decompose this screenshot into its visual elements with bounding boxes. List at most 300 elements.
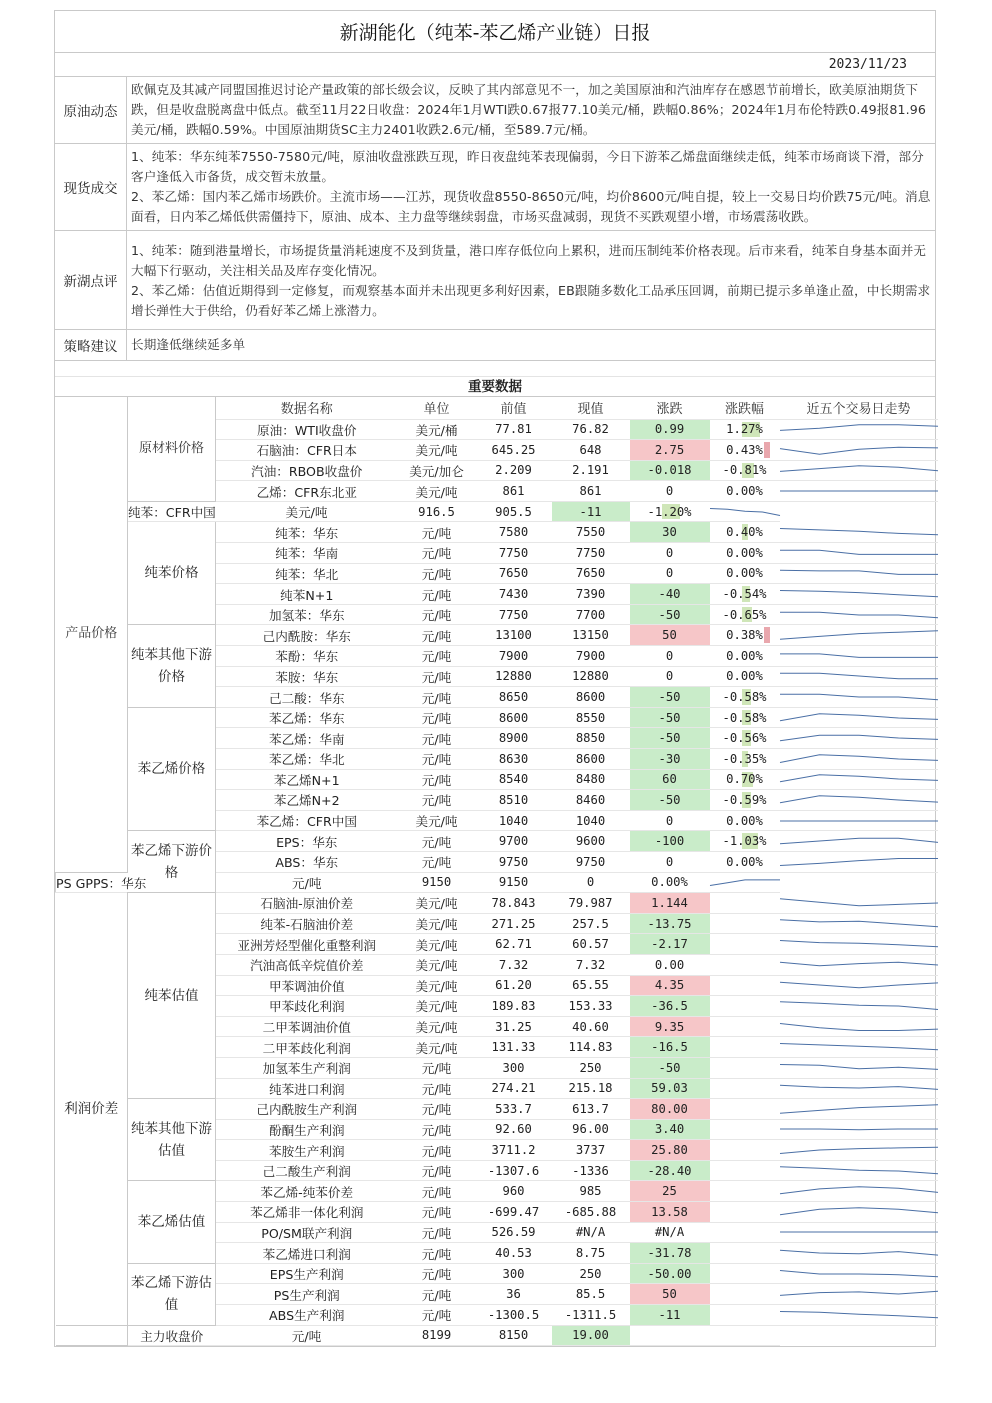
row-trend-sparkline [780, 1037, 938, 1058]
row-change: 4.35 [630, 975, 710, 996]
row-unit: 元/吨 [398, 1222, 476, 1243]
row-name: PO/SM联产利润 [216, 1222, 398, 1243]
row-trend-sparkline [780, 543, 938, 564]
row-change: 1.144 [630, 893, 710, 914]
change-pct-text: -0.81% [722, 463, 767, 478]
row-current-value: 985 [552, 1181, 630, 1202]
row-prev-value: 300 [476, 1263, 552, 1284]
row-prev-value: -699.47 [476, 1202, 552, 1223]
row-change-pct [710, 810, 780, 831]
change-pct-text: -0.58% [722, 690, 767, 705]
row-change-pct [630, 872, 710, 893]
row-change-pct [710, 584, 780, 605]
change-pct-text: 0.00% [726, 566, 763, 581]
row-current-value: 7700 [552, 604, 630, 625]
sparkline-path [780, 1311, 938, 1317]
sparkline-path [780, 796, 938, 803]
row-name: 纯苯进口利润 [216, 1078, 398, 1099]
change-pct-bar [764, 627, 770, 643]
sparkline-path [780, 941, 938, 947]
row-trend-sparkline [780, 1119, 938, 1140]
change-pct-text: 1.27% [726, 422, 763, 437]
row-change: -100 [630, 831, 710, 852]
row-prev-value: 9750 [476, 851, 552, 872]
row-prev-value: 960 [476, 1181, 552, 1202]
row-change: 0.00 [630, 954, 710, 975]
table-row [56, 1325, 938, 1346]
row-change-pct [710, 481, 780, 502]
change-pct-text: 0.00% [726, 648, 763, 663]
row-current-value: 250 [552, 1057, 630, 1078]
row-current-value: 8460 [552, 790, 630, 811]
row-prev-value: 7650 [476, 563, 552, 584]
group-bz-val: 纯苯估值 [128, 893, 216, 1099]
row-unit: 元/吨 [398, 543, 476, 564]
row-unit: 元/吨 [398, 522, 476, 543]
sparkline-path [780, 1270, 938, 1276]
table-row [56, 1181, 938, 1202]
change-pct-text: 0.00% [726, 545, 763, 560]
row-current-value: 65.55 [552, 975, 630, 996]
spacer-row [55, 361, 935, 377]
row-change: -50 [630, 790, 710, 811]
sparkline-path [780, 775, 938, 782]
row-prev-value: 271.25 [476, 913, 552, 934]
row-change-pct [710, 1284, 780, 1305]
row-change-pct [710, 625, 780, 646]
row-change: 0 [630, 851, 710, 872]
row-prev-value: 40.53 [476, 1243, 552, 1264]
row-unit: 美元/吨 [398, 893, 476, 914]
sparkline-path [780, 899, 938, 906]
group-sm-val: 苯乙烯估值 [128, 1181, 216, 1263]
row-current-value: 85.5 [552, 1284, 630, 1305]
row-trend-sparkline [780, 419, 938, 440]
row-change-pct [710, 1016, 780, 1037]
row-change-pct [710, 1222, 780, 1243]
row-prev-value: 9700 [476, 831, 552, 852]
table-row [56, 893, 938, 914]
row-current-value: 2.191 [552, 460, 630, 481]
row-name: 己内酰胺：华东 [216, 625, 398, 646]
row-change-pct [710, 522, 780, 543]
comment-styrene-text: 2、苯乙烯：估值近期得到一定修复，而观察基本面并未出现更多利好因素，EB跟随多数化工品承压回调，前期已提示多单逢止盈，中长期需求增长弹性大于供给，仍看好苯乙烯上涨潜力。 [131, 283, 931, 318]
sparkline-path [780, 1166, 938, 1173]
sparkline-path [780, 713, 938, 720]
row-current-value: 60.57 [552, 934, 630, 955]
group-sm-down: 苯乙烯下游价格 [128, 831, 216, 893]
row-current-value: -1311.5 [552, 1305, 630, 1326]
crude-text: 欧佩克及其减产同盟国推迟讨论产量政策的部长级会议，反映了其内部意见不一，加之美国原油和汽油库存在感恩节前增长，欧美原油期货下跌，但是收盘脱离盘中低点。截至11月22日收盘：2024年1月WTI跌0.67报77.10美元/桶，跌幅0.86%；2024年1月布伦特跌0.49报81.96美元/桶，跌幅0.59%。中国原油期货SC主力2401收跌2.6元/桶，至589.7元/桶。 [131, 82, 926, 137]
group-sm-down-val: 苯乙烯下游估值 [128, 1263, 216, 1325]
row-change-pct [710, 1263, 780, 1284]
row-change: -13.75 [630, 913, 710, 934]
comment-benzene-text: 1、纯苯：随到港量增长，市场提货量消耗速度不及到货量，港口库存低位向上累积，进而压制纯苯价格表现。后市来看，纯苯自身基本面并无大幅下行驱动，关注相关品及库存变化情况。 [131, 243, 927, 278]
row-change-pct [710, 666, 780, 687]
sparkline-path [710, 508, 780, 515]
row-change: -2.17 [630, 934, 710, 955]
row-current-value: 9600 [552, 831, 630, 852]
sparkline-path [780, 529, 938, 535]
row-prev-value: 861 [476, 481, 552, 502]
row-trend-sparkline [780, 666, 938, 687]
crude-label: 原油动态 [55, 77, 127, 143]
row-change-pct [710, 1078, 780, 1099]
row-name: 纯苯：华东 [216, 522, 398, 543]
row-change: 0 [630, 646, 710, 667]
row-name: 苯乙烯N+1 [216, 769, 398, 790]
spot-benzene-text: 1、纯苯：华东纯苯7550-7580元/吨，原油收盘涨跌互现，昨日夜盘纯苯表现偏弱，今日下游苯乙烯盘面继续走低，纯苯市场商谈下滑，部分客户逢低入市备货，成交暂未放量。 [131, 149, 924, 184]
row-name: 苯胺：华东 [216, 666, 398, 687]
row-current-value: 215.18 [552, 1078, 630, 1099]
row-current-value: 250 [552, 1263, 630, 1284]
row-change-pct [710, 1181, 780, 1202]
change-pct-text: 0.00% [726, 813, 763, 828]
row-trend-sparkline [780, 604, 938, 625]
row-prev-value: 7750 [476, 543, 552, 564]
row-change-pct [710, 790, 780, 811]
row-trend-sparkline [780, 790, 938, 811]
row-change: 50 [630, 625, 710, 646]
row-change-pct [710, 1243, 780, 1264]
change-pct-text: 0.00% [726, 669, 763, 684]
row-unit: 元/吨 [216, 872, 398, 893]
row-change: 0 [630, 810, 710, 831]
row-current-value: 8550 [552, 707, 630, 728]
row-change-pct [710, 975, 780, 996]
header-prev: 前值 [476, 397, 552, 419]
row-name: 苯乙烯：CFR中国 [216, 810, 398, 831]
row-prev-value: 78.843 [476, 893, 552, 914]
row-change: 0 [630, 481, 710, 502]
sparkline-path [780, 654, 938, 658]
sparkline-path [710, 880, 780, 886]
row-name: 纯苯N+1 [216, 584, 398, 605]
row-unit: 元/吨 [398, 1202, 476, 1223]
row-unit: 美元/吨 [398, 996, 476, 1017]
row-current-value: 7900 [552, 646, 630, 667]
row-change: -50 [630, 707, 710, 728]
row-trend-sparkline [780, 707, 938, 728]
table-row [56, 625, 938, 646]
row-change-pct [710, 543, 780, 564]
row-change: -28.40 [630, 1160, 710, 1181]
row-trend-sparkline [780, 851, 938, 872]
row-change-pct [710, 1305, 780, 1326]
row-change-pct [710, 440, 780, 461]
row-prev-value: 7750 [476, 604, 552, 625]
sparkline-path [780, 591, 938, 597]
row-current-value: 7550 [552, 522, 630, 543]
row-current-value: 153.33 [552, 996, 630, 1017]
sparkline-path [780, 838, 938, 844]
row-name: 汽油：RBOB收盘价 [216, 460, 398, 481]
row-change: 9.35 [630, 1016, 710, 1037]
row-name: 己二酸：华东 [216, 687, 398, 708]
row-name: 甲苯歧化利润 [216, 996, 398, 1017]
row-unit: 元/吨 [398, 831, 476, 852]
row-unit: 元/吨 [398, 749, 476, 770]
row-trend-sparkline [780, 1284, 938, 1305]
report-date: 2023/11/23 [55, 53, 935, 77]
group-raw-material: 原材料价格 [128, 397, 216, 501]
row-prev-value: 9150 [398, 872, 476, 893]
row-change-pct [710, 728, 780, 749]
row-name: PS生产利润 [216, 1284, 398, 1305]
row-unit: 元/吨 [398, 1057, 476, 1078]
row-name: 苯胺生产利润 [216, 1140, 398, 1161]
table-row [56, 707, 938, 728]
row-trend-sparkline [780, 831, 938, 852]
sparkline-path [780, 1023, 938, 1030]
row-prev-value: 8600 [476, 707, 552, 728]
sparkline-path [780, 1291, 938, 1295]
row-name: 甲苯调油价值 [216, 975, 398, 996]
group-bz-other-val: 纯苯其他下游估值 [128, 1099, 216, 1181]
row-change: -16.5 [630, 1037, 710, 1058]
row-current-value: 861 [552, 481, 630, 502]
sparkline-path [780, 466, 938, 472]
row-change: 0 [552, 872, 630, 893]
comment-label: 新湖点评 [55, 231, 127, 329]
row-trend-sparkline [780, 769, 938, 790]
sparkline-path [780, 1208, 938, 1215]
row-unit: 元/吨 [398, 1078, 476, 1099]
row-name: 乙烯：CFR东北亚 [216, 481, 398, 502]
row-unit: 美元/吨 [398, 1037, 476, 1058]
report-title: 新湖能化（纯苯-苯乙烯产业链）日报 [55, 11, 935, 53]
row-prev-value: 3711.2 [476, 1140, 552, 1161]
row-current-value: 1040 [552, 810, 630, 831]
row-trend-sparkline [780, 584, 938, 605]
row-current-value: 8150 [476, 1325, 552, 1346]
row-change: 0.99 [630, 419, 710, 440]
row-current-value: 905.5 [476, 501, 552, 522]
row-prev-value: 8900 [476, 728, 552, 749]
row-change-pct [630, 1325, 710, 1346]
row-unit: 元/吨 [398, 1284, 476, 1305]
row-unit: 元/吨 [398, 728, 476, 749]
row-change-pct [710, 646, 780, 667]
row-trend-sparkline [780, 728, 938, 749]
row-name: 纯苯：华北 [216, 563, 398, 584]
sparkline-path [780, 1147, 938, 1153]
row-change-pct [710, 996, 780, 1017]
row-name: 二甲苯歧化利润 [216, 1037, 398, 1058]
row-current-value: 3737 [552, 1140, 630, 1161]
row-current-value: 8600 [552, 687, 630, 708]
change-pct-text: 0.40% [726, 525, 763, 540]
row-unit: 美元/加仑 [398, 460, 476, 481]
row-name: EPS：华东 [216, 831, 398, 852]
sparkline-path [780, 962, 938, 966]
header-name: 数据名称 [216, 397, 398, 419]
sparkline-path [780, 919, 938, 926]
sparkline-path [780, 447, 938, 454]
row-prev-value: 1040 [476, 810, 552, 831]
row-trend-sparkline [780, 1057, 938, 1078]
header-trend: 近五个交易日走势 [780, 397, 938, 419]
row-current-value: 8.75 [552, 1243, 630, 1264]
row-unit: 美元/吨 [398, 954, 476, 975]
group-bz: 纯苯价格 [128, 522, 216, 625]
row-trend-sparkline [780, 563, 938, 584]
row-change: 0 [630, 543, 710, 564]
row-change-pct [710, 749, 780, 770]
row-trend-sparkline [710, 501, 780, 522]
row-current-value: 40.60 [552, 1016, 630, 1037]
spot-label: 现货成交 [55, 144, 127, 230]
row-change-pct [710, 1037, 780, 1058]
row-unit: 美元/吨 [398, 934, 476, 955]
row-change: 2.75 [630, 440, 710, 461]
row-trend-sparkline [780, 1181, 938, 1202]
row-current-value: 96.00 [552, 1119, 630, 1140]
row-change: 59.03 [630, 1078, 710, 1099]
strategy-text: 长期逢低继续延多单 [131, 337, 246, 352]
row-change-pct [710, 1202, 780, 1223]
row-name: 石脑油-原油价差 [216, 893, 398, 914]
row-name: 苯乙烯N+2 [216, 790, 398, 811]
row-change: -50 [630, 1057, 710, 1078]
row-trend-sparkline [780, 687, 938, 708]
row-unit: 美元/吨 [398, 440, 476, 461]
row-trend-sparkline [780, 913, 938, 934]
row-current-value: 8600 [552, 749, 630, 770]
row-change-pct [710, 1119, 780, 1140]
row-name: PS GPPS：华东 [56, 872, 128, 893]
row-current-value: 8480 [552, 769, 630, 790]
row-name: 纯苯-石脑油价差 [216, 913, 398, 934]
table-row [56, 1263, 938, 1284]
row-prev-value: 131.33 [476, 1037, 552, 1058]
row-trend-sparkline [780, 1078, 938, 1099]
sparkline-path [780, 612, 938, 618]
sparkline-path [780, 1085, 938, 1089]
row-change-pct [710, 707, 780, 728]
row-change: 0 [630, 666, 710, 687]
data-section-title: 重要数据 [55, 377, 935, 397]
row-prev-value: 13100 [476, 625, 552, 646]
row-prev-value: 274.21 [476, 1078, 552, 1099]
change-pct-text: -0.35% [722, 751, 767, 766]
row-unit: 元/吨 [398, 604, 476, 625]
row-change-pct [630, 501, 710, 522]
row-name: EPS生产利润 [216, 1263, 398, 1284]
row-name: 酚酮生产利润 [216, 1119, 398, 1140]
row-change: -40 [630, 584, 710, 605]
sparkline-path [780, 694, 938, 700]
change-pct-bar [764, 442, 770, 458]
row-name: ABS：华东 [216, 851, 398, 872]
row-trend-sparkline [780, 996, 938, 1017]
row-change-pct [710, 851, 780, 872]
row-change: 0 [630, 563, 710, 584]
row-change: -30 [630, 749, 710, 770]
row-change-pct [710, 460, 780, 481]
row-current-value: #N/A [552, 1222, 630, 1243]
table-row [56, 1099, 938, 1120]
row-prev-value: 77.81 [476, 419, 552, 440]
row-unit: 元/吨 [398, 707, 476, 728]
row-current-value: 257.5 [552, 913, 630, 934]
row-change-pct [710, 769, 780, 790]
change-pct-text: -0.58% [722, 710, 767, 725]
row-change: -0.018 [630, 460, 710, 481]
row-prev-value: 300 [476, 1057, 552, 1078]
row-name: 己二酸生产利润 [216, 1160, 398, 1181]
row-name: 苯酚：华东 [216, 646, 398, 667]
sparkline-path [780, 1105, 938, 1113]
header-cur: 现值 [552, 397, 630, 419]
row-name: ABS生产利润 [216, 1305, 398, 1326]
sparkline-path [780, 858, 938, 865]
row-change: -36.5 [630, 996, 710, 1017]
row-trend-sparkline [780, 975, 938, 996]
change-pct-text: -0.56% [722, 731, 767, 746]
row-change: 19.00 [552, 1325, 630, 1346]
row-trend-sparkline [780, 1202, 938, 1223]
row-current-value: 12880 [552, 666, 630, 687]
row-prev-value: 92.60 [476, 1119, 552, 1140]
row-current-value: 79.987 [552, 893, 630, 914]
group-profit: 利润价差 [56, 893, 128, 1325]
row-prev-value: 61.20 [476, 975, 552, 996]
row-prev-value: 8510 [476, 790, 552, 811]
row-current-value: 613.7 [552, 1099, 630, 1120]
sparkline-path [780, 1002, 938, 1010]
sparkline-path [780, 1044, 938, 1050]
row-change-pct [710, 954, 780, 975]
row-change: 60 [630, 769, 710, 790]
group-blank [56, 1325, 128, 1346]
row-trend-sparkline [780, 646, 938, 667]
row-change: 25 [630, 1181, 710, 1202]
row-name: 加氢苯生产利润 [216, 1057, 398, 1078]
row-unit: 元/吨 [398, 1160, 476, 1181]
sparkline-path [780, 1187, 938, 1194]
sparkline-path [780, 571, 938, 575]
row-change-pct [710, 419, 780, 440]
change-pct-text: -0.65% [722, 607, 767, 622]
row-prev-value: 526.59 [476, 1222, 552, 1243]
row-unit: 元/吨 [398, 1305, 476, 1326]
row-change: -50 [630, 687, 710, 708]
row-unit: 元/吨 [398, 687, 476, 708]
row-trend-sparkline [780, 1099, 938, 1120]
row-unit: 美元/桶 [398, 419, 476, 440]
row-trend-sparkline [780, 954, 938, 975]
row-change: -11 [630, 1305, 710, 1326]
row-unit: 元/吨 [398, 563, 476, 584]
sparkline-path [780, 1064, 938, 1069]
row-prev-value: 7430 [476, 584, 552, 605]
table-row [56, 522, 938, 543]
row-prev-value: 8540 [476, 769, 552, 790]
row-current-value: 7390 [552, 584, 630, 605]
strategy-section [55, 330, 935, 361]
sparkline-path [780, 735, 938, 741]
row-unit: 美元/吨 [398, 913, 476, 934]
row-name: 己内酰胺生产利润 [216, 1099, 398, 1120]
row-unit: 元/吨 [398, 1140, 476, 1161]
row-unit: 元/吨 [398, 584, 476, 605]
change-pct-text: 0.00% [651, 875, 688, 890]
crude-section [55, 77, 935, 144]
row-name: 纯苯：华南 [216, 543, 398, 564]
row-trend-sparkline [780, 440, 938, 461]
row-unit: 元/吨 [398, 666, 476, 687]
